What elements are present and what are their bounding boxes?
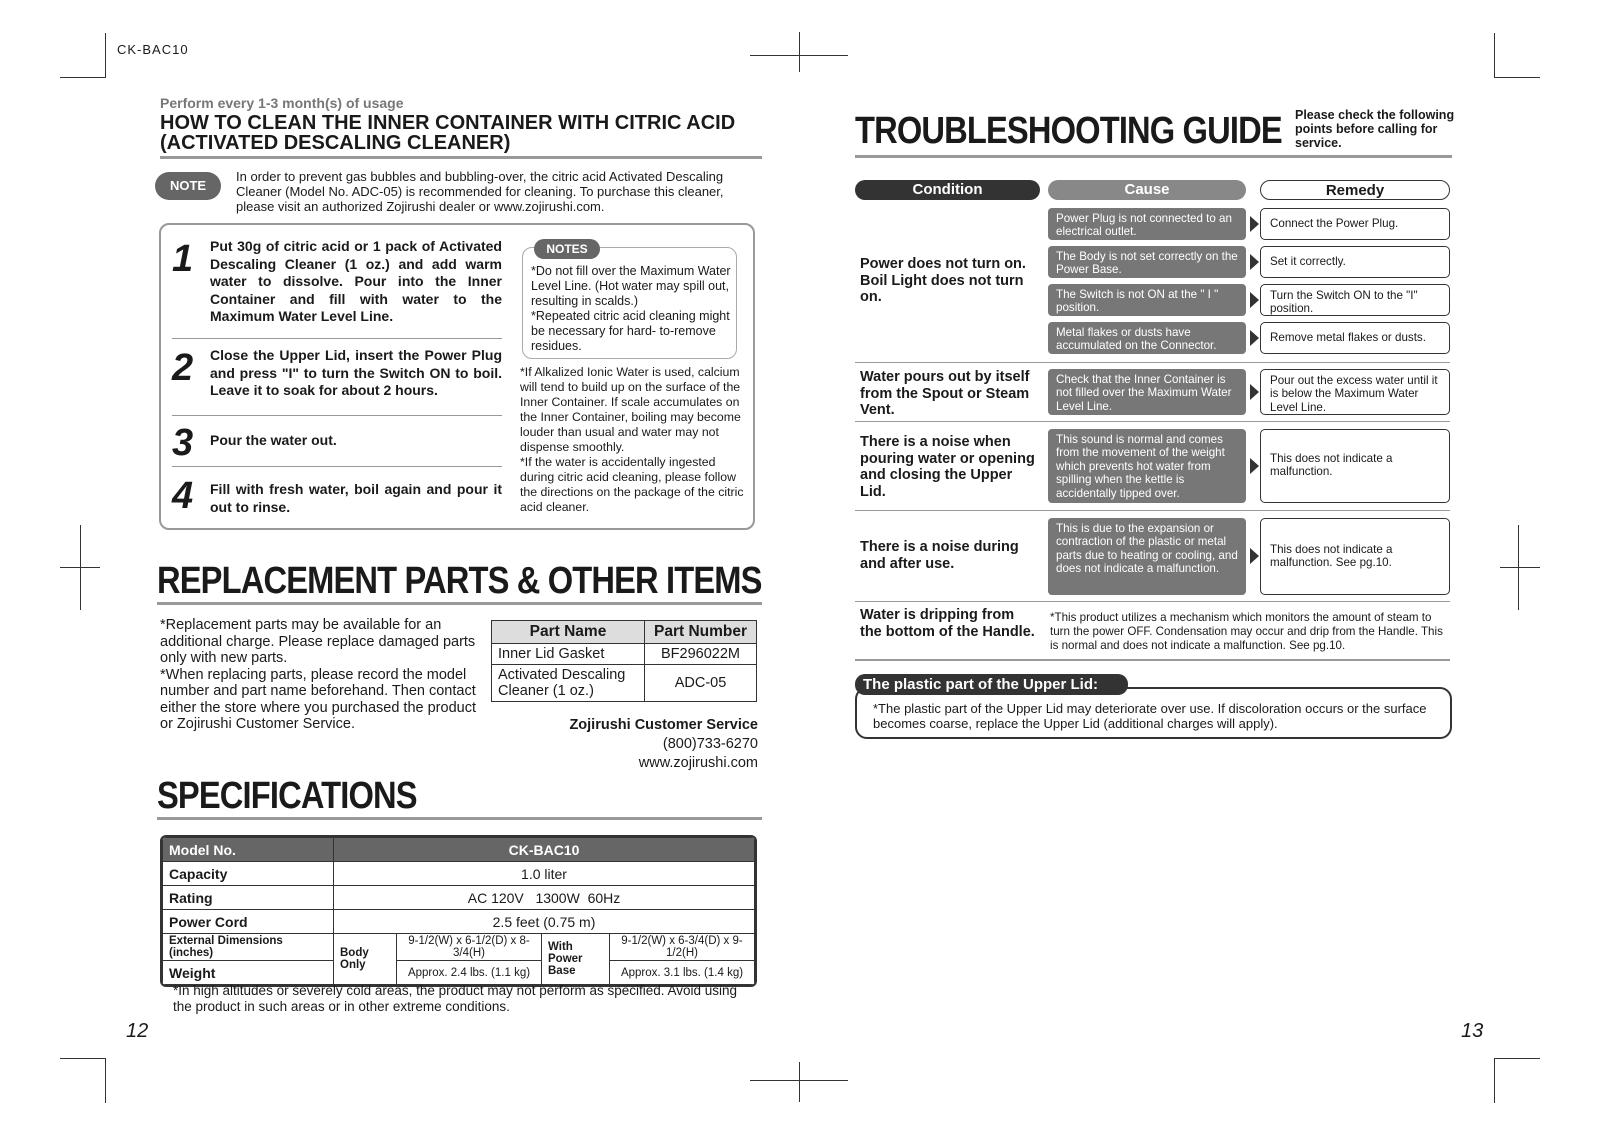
page-number: 12 — [126, 1020, 149, 1042]
spec-subhead: Body Only — [334, 934, 397, 985]
condition-text: Water pours out by itself from the Spout or Steam Vent. — [860, 369, 1030, 418]
note-badge: NOTE — [155, 172, 221, 200]
crop-mark — [60, 1058, 106, 1059]
remedy-box: This does not indicate a malfunction. — [1260, 429, 1450, 503]
remedy-box: This does not indicate a malfunction. See pg.10. — [1260, 518, 1450, 595]
crop-mark — [750, 1080, 848, 1081]
specifications-title: SPECIFICATIONS — [157, 775, 417, 817]
row-divider — [855, 510, 1450, 511]
section-rule — [160, 156, 762, 159]
spec-value: CK-BAC10 — [334, 838, 755, 862]
customer-service-contact — [520, 716, 758, 773]
drip-note: *This product utilizes a mechanism which monitors the amount of steam to turn the power OFF. Condensation may occur and drip from the Handle. This is normal and does not indicate a malfunction. See pg.10. — [1050, 611, 1443, 652]
step-3 — [172, 422, 502, 467]
spec-value: AC 120V 1300W 60Hz — [334, 886, 755, 910]
remedy-box: Turn the Switch ON to the "I" position. — [1260, 284, 1450, 316]
condition-text: There is a noise when pouring water or opening and closing the Upper Lid. — [860, 434, 1035, 500]
part-number: BF296022M — [645, 644, 757, 665]
crop-mark — [1494, 1058, 1495, 1103]
crop-mark — [1494, 33, 1495, 78]
spec-label: Rating — [163, 886, 334, 910]
arrow-icon — [1250, 254, 1259, 270]
crop-mark — [799, 32, 800, 72]
step-number: 2 — [172, 347, 194, 389]
spec-value: 2.5 feet (0.75 m) — [334, 910, 755, 934]
spec-value: Approx. 3.1 lbs. (1.4 kg) — [610, 961, 755, 985]
row-divider — [855, 659, 1450, 661]
crop-mark — [1494, 77, 1540, 78]
remedy-box: Connect the Power Plug. — [1260, 208, 1450, 240]
upper-lid-text: *The plastic part of the Upper Lid may deteriorate over use. If discoloration occurs or the surface becomes coarse, replace the Upper Lid (additional charges will apply). — [873, 701, 1427, 731]
remedy-box: Set it correctly. — [1260, 246, 1450, 278]
cause-box: The Body is not set correctly on the Power Base. — [1048, 246, 1246, 278]
notes-badge: NOTES — [534, 239, 600, 259]
parts-header-number: Part Number — [645, 621, 757, 644]
section-rule — [157, 602, 762, 605]
troubleshooting-title: TROUBLESHOOTING GUIDE — [855, 110, 1282, 152]
spec-value: 9-1/2(W) x 6-1/2(D) x 8-3/4(H) — [397, 934, 542, 961]
cleaning-frequency: Perform every 1-3 month(s) of usage — [160, 95, 404, 111]
step-number: 4 — [172, 475, 194, 517]
side-notes: *If Alkalized Ionic Water is used, calcium will tend to build up on the surface of the Inner Container. If scale accumulates on the Inner Container, boiling may become louder than usual and water may not dispense smoothly. *If the water is accidentally ingested during citric acid cleaning, please follow the directions on the package of the citric acid cleaner. — [520, 365, 744, 514]
crop-mark — [60, 567, 100, 568]
row-divider — [855, 421, 1450, 422]
part-name: Activated Descaling Cleaner (1 oz.) — [492, 665, 645, 702]
crop-mark — [105, 33, 106, 78]
spec-label: External Dimensions (inches) — [163, 934, 334, 961]
condition-text: Power does not turn on. Boil Light does not turn on. — [860, 256, 1026, 305]
spec-value: Approx. 2.4 lbs. (1.1 kg) — [397, 961, 542, 985]
crop-mark — [799, 1062, 800, 1102]
cause-header: Cause — [1048, 180, 1246, 200]
section-rule — [855, 155, 1452, 158]
contact-web: www.zojirushi.com — [638, 755, 758, 771]
remedy-box: Pour out the excess water until it is below the Maximum Water Level Line. — [1260, 369, 1450, 415]
step-text: Close the Upper Lid, insert the Power Plug and press "I" to turn the Switch ON to boil. Leave it to soak for about 2 hours. — [210, 347, 502, 398]
row-divider — [855, 362, 1450, 363]
replacement-text: *Replacement parts may be available for an additional charge. Please replace damaged parts only with new parts. *When replacing parts, please record the model number and part name beforehand. Then contact either the store where you purchased the product or Zojirushi Customer Service. — [160, 617, 476, 732]
step-2 — [172, 347, 502, 416]
cause-box: Check that the Inner Container is not filled over the Maximum Water Level Line. — [1048, 369, 1246, 415]
model-code: CK-BAC10 — [117, 42, 189, 57]
spec-label: Weight — [163, 961, 334, 985]
cause-box: Power Plug is not connected to an electrical outlet. — [1048, 208, 1246, 240]
spec-label: Capacity — [163, 862, 334, 886]
arrow-icon — [1250, 384, 1259, 400]
spec-label: Power Cord — [163, 910, 334, 934]
condition-text: There is a noise during and after use. — [860, 539, 1019, 572]
row-divider — [855, 601, 1450, 602]
cause-box: The Switch is not ON at the " I " position. — [1048, 284, 1246, 316]
crop-mark — [1500, 567, 1540, 568]
table-row — [492, 644, 757, 665]
crop-mark — [1494, 1058, 1540, 1059]
crop-mark — [60, 77, 106, 78]
part-number: ADC-05 — [645, 665, 757, 702]
arrow-icon — [1250, 216, 1259, 232]
part-name: Inner Lid Gasket — [492, 644, 645, 665]
step-1 — [172, 238, 502, 339]
step-text: Put 30g of citric acid or 1 pack of Activated Descaling Cleaner (1 oz.) and add warm water to dissolve. Pour into the Inner Container and fill with water to the Maximum Water Level Line. — [210, 238, 502, 324]
cause-box: Metal flakes or dusts have accumulated on the Connector. — [1048, 322, 1246, 354]
step-text: Pour the water out. — [210, 432, 337, 448]
arrow-icon — [1250, 458, 1259, 474]
page-number: 13 — [1461, 1020, 1484, 1042]
troubleshooting-subtitle: Please check the following points before calling for service. — [1295, 108, 1455, 150]
spec-note: *In high altitudes or severely cold areas, the product may not perform as specified. Avoid using the product in such areas or in other extreme conditions. — [173, 983, 738, 1014]
condition-header: Condition — [855, 180, 1040, 200]
condition-text: Water is dripping from the bottom of the Handle. — [860, 607, 1035, 640]
notes-text: *Do not fill over the Maximum Water Level Line. (Hot water may spill out, resulting in scalds.) *Repeated citric acid cleaning might be necessary for hard- to-remove residues. — [531, 264, 731, 353]
contact-phone: (800)733-6270 — [662, 736, 758, 752]
crop-mark — [750, 55, 848, 56]
contact-name: Zojirushi Customer Service — [569, 717, 758, 733]
arrow-icon — [1250, 292, 1259, 308]
spec-subhead: With Power Base — [542, 934, 610, 985]
remedy-box: Remove metal flakes or dusts. — [1260, 322, 1450, 354]
spec-value: 9-1/2(W) x 6-3/4(D) x 9-1/2(H) — [610, 934, 755, 961]
step-number: 1 — [172, 238, 194, 280]
crop-mark — [105, 1058, 106, 1103]
parts-table — [491, 620, 757, 702]
cleaning-title: HOW TO CLEAN THE INNER CONTAINER WITH CITRIC ACID (ACTIVATED DESCALING CLEANER) — [160, 112, 736, 154]
upper-lid-title: The plastic part of the Upper Lid: — [855, 674, 1128, 695]
section-rule — [157, 817, 762, 820]
spec-label: Model No. — [163, 838, 334, 862]
specifications-table — [160, 835, 757, 987]
step-4 — [172, 475, 502, 523]
parts-header-name: Part Name — [492, 621, 645, 644]
table-row — [492, 665, 757, 702]
remedy-header: Remedy — [1260, 180, 1450, 200]
cause-box: This is due to the expansion or contraction of the plastic or metal parts due to heating or cooling, and does not indicate a malfunction. — [1048, 518, 1246, 595]
step-number: 3 — [172, 422, 194, 464]
arrow-icon — [1250, 548, 1259, 564]
step-text: Fill with fresh water, boil again and pour it out to rinse. — [210, 481, 502, 515]
note-text: In order to prevent gas bubbles and bubbling-over, the citric acid Activated Descaling Cleaner (Model No. ADC-05) is recommended for cleaning. To purchase this cleaner, please visit an authorized Zojirushi dealer or www.zojirushi.com. — [236, 169, 724, 214]
cause-box: This sound is normal and comes from the movement of the weight which prevents hot water from spilling when the kettle is accidentally tipped over. — [1048, 429, 1246, 503]
arrow-icon — [1250, 330, 1259, 346]
spec-value: 1.0 liter — [334, 862, 755, 886]
replacement-title: REPLACEMENT PARTS & OTHER ITEMS — [157, 560, 762, 602]
